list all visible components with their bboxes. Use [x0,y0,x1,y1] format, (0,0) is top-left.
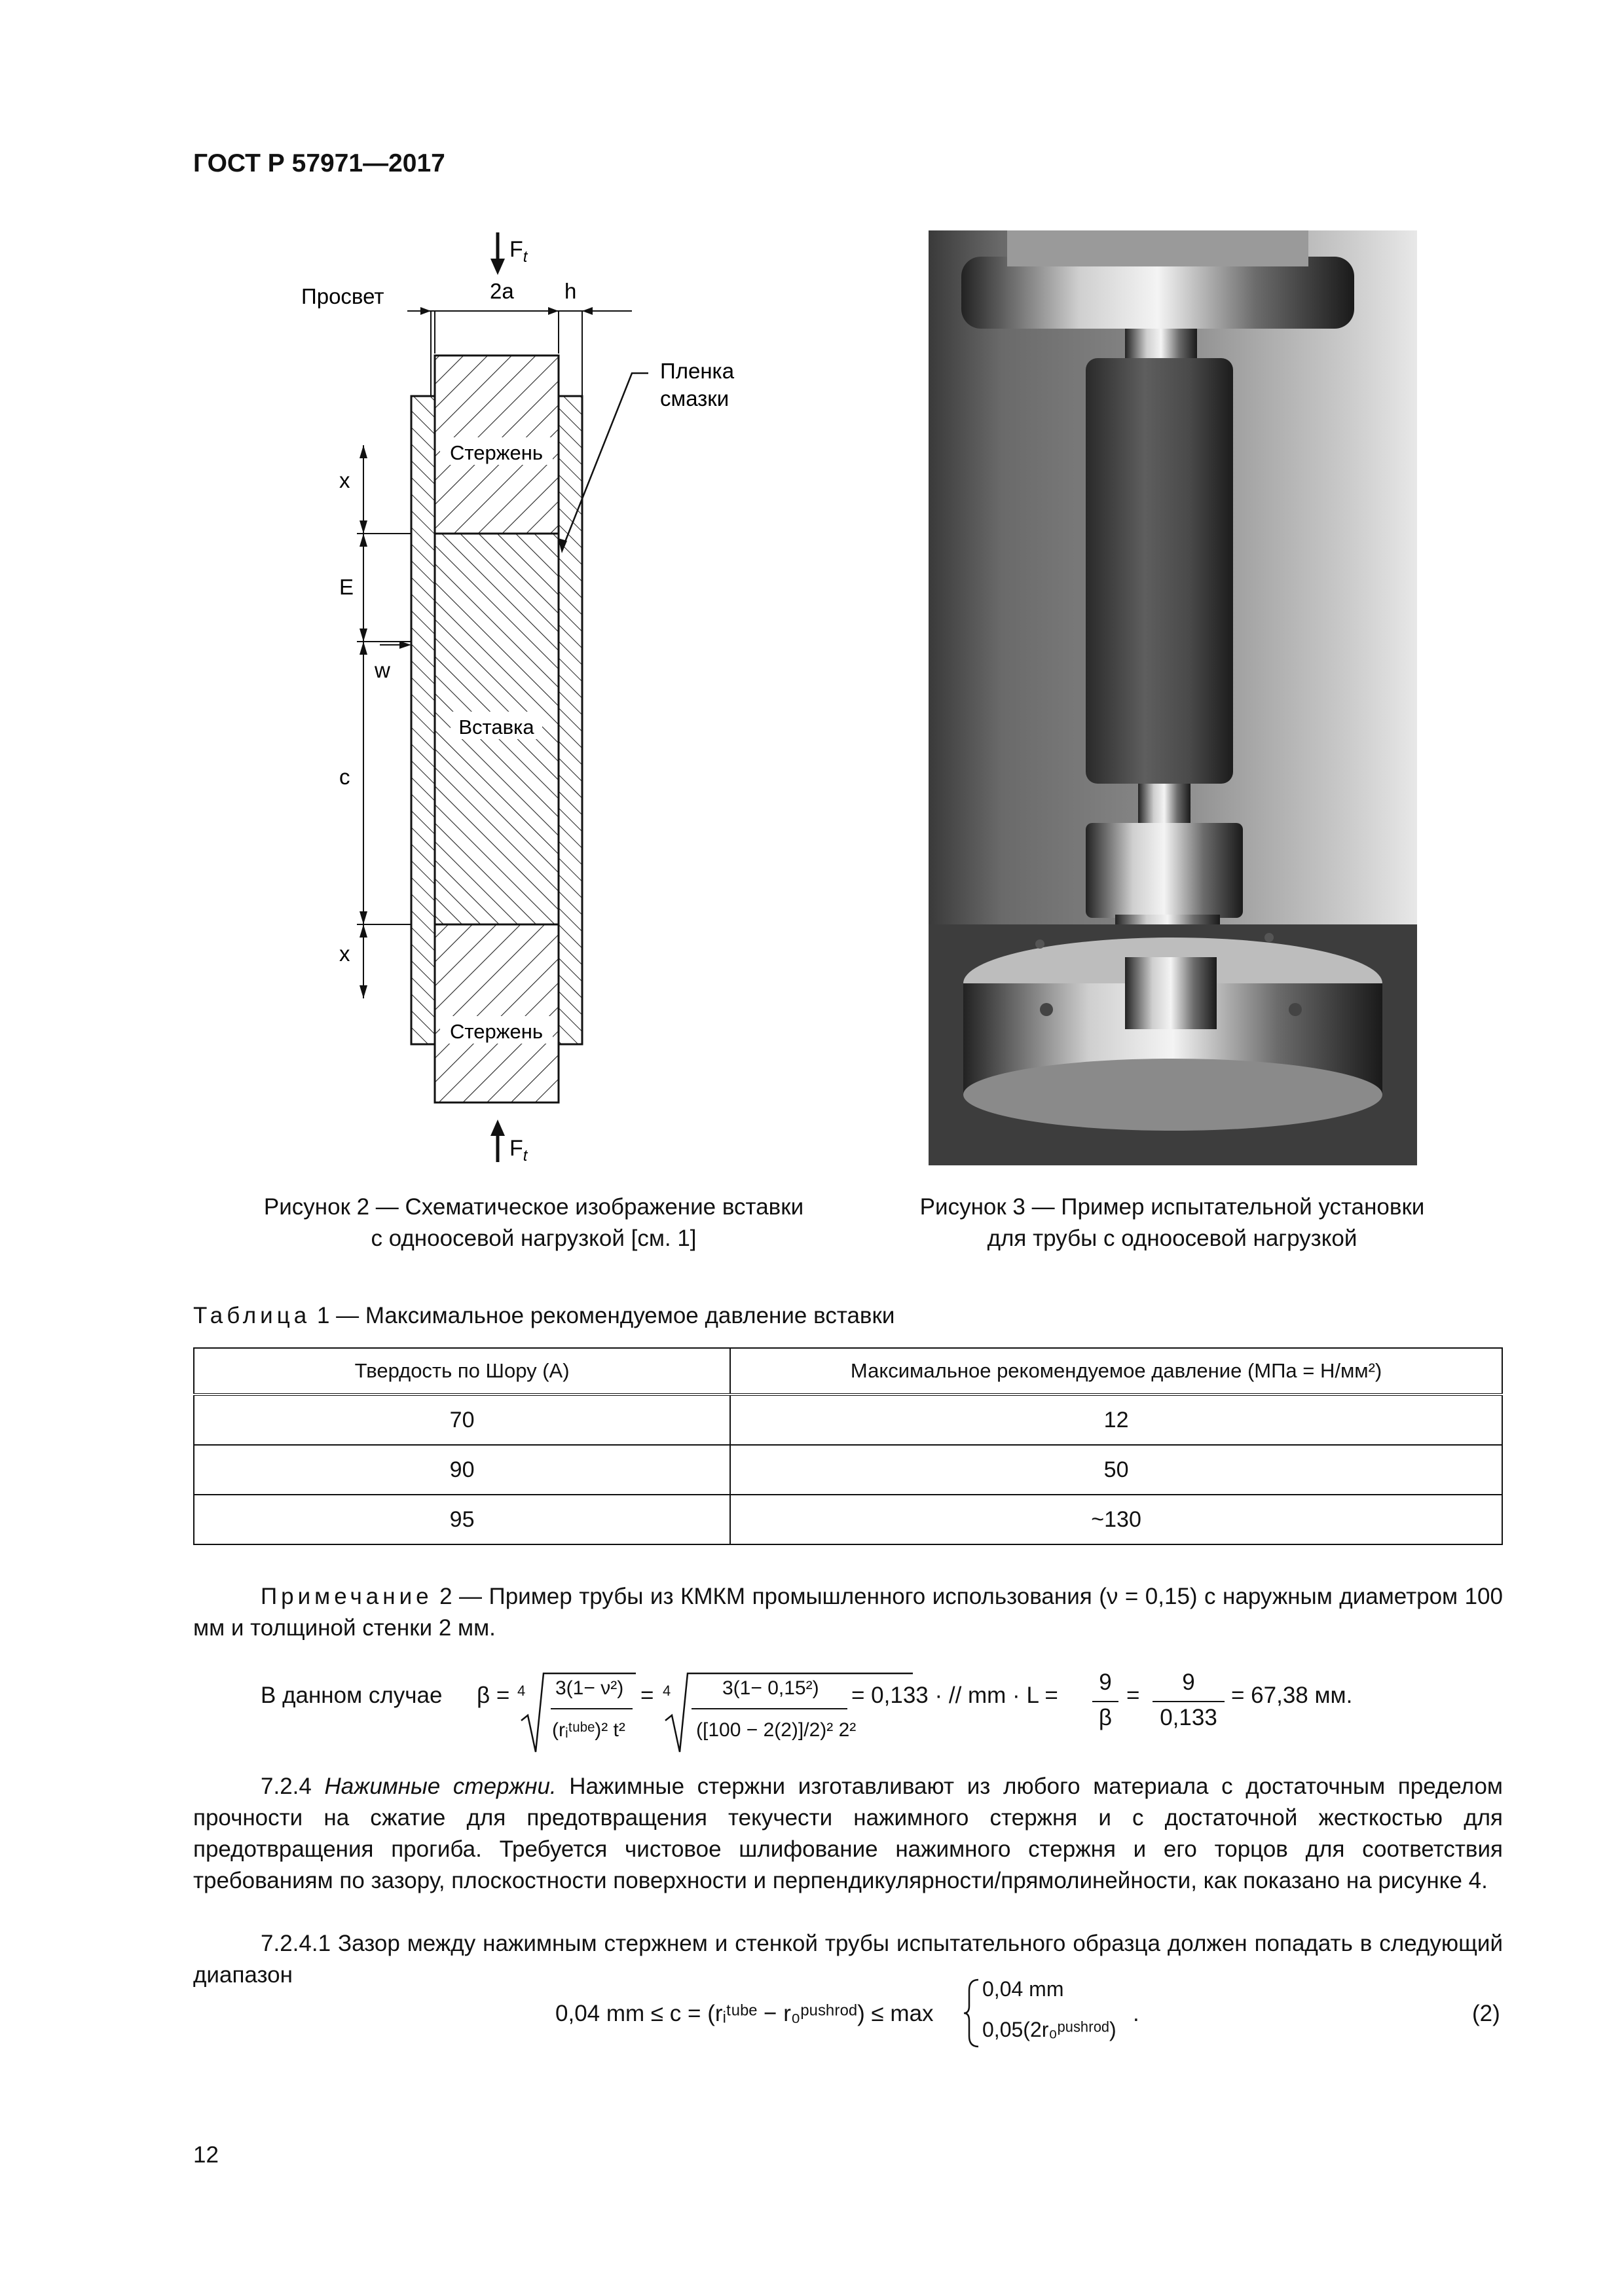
rod-top-label: Стержень [450,441,543,464]
rod-bottom [435,924,559,1102]
table-row [194,1394,1502,1445]
thickness-h-label: h [564,279,577,303]
table-header-row [194,1348,1502,1394]
figure-2-diagram [275,223,735,1172]
figure-3-caption: Рисунок 3 — Пример испытательной установки для трубы с одноосевой нагрузкой [919,1194,1425,1251]
width-2a-label: 2a [490,279,514,303]
table-1 [193,1347,1503,1545]
table-cell: ~130 [730,1495,1502,1544]
table-cell: 95 [194,1495,730,1544]
table-header-hardness: Твердость по Шору (A) [194,1348,730,1394]
film-label-line2: смазки [660,386,729,410]
gap-label: Просвет [301,284,384,308]
note-2: Примечание 2 — Пример трубы из КМКМ промышленного использования (ν = 0,15) с наружным диаметром 100 мм и толщиной стенки 2 мм. [193,1584,1503,1641]
table-row [194,1445,1502,1495]
tube-wall-left [411,396,435,1044]
force-arrow-top [490,259,505,275]
rod-bottom-label: Стержень [450,1020,543,1043]
table-cell: 70 [194,1394,730,1445]
equation-number: (2) [1472,2001,1500,2026]
table-cell: 50 [730,1445,1502,1495]
figure-2-caption: Рисунок 2 — Схематическое изображение вставки с одноосевой нагрузкой [см. 1] [263,1194,804,1251]
figure-3-photo [929,230,1417,1165]
page-number: 12 [193,2142,219,2168]
dim-x-bottom-label: x [339,941,350,966]
insert-label: Вставка [458,716,534,738]
brace-icon [963,1977,982,2049]
dim-w-label: w [375,658,390,682]
film-label-line1: Пленка [660,359,735,383]
table-1-title: Таблица 1 — Максимальное рекомендуемое давление вставки [193,1303,895,1328]
table-cell: 12 [730,1394,1502,1445]
force-arrow-bottom [490,1120,505,1136]
table-cell: 90 [194,1445,730,1495]
tube-wall-right [559,396,582,1044]
force-bottom-label: $F_t$ [509,1136,528,1165]
table-header-pressure: Максимальное рекомендуемое давление (МПа = Н/мм²) [730,1348,1502,1394]
photo-tube [1086,358,1233,784]
dim-x-top-label: x [339,468,350,492]
formula-beta: В данном случае β = 4 3(1− ν²) (rᵢᵗᵘᵇᵉ)² t² = 4 3(1− 0,15²) ([100 − 2(2)]/2)² 2² = 0,133 · // mm · L = 9 β = 9 0,133 = 67,38 мм. [261,1668,1374,1753]
table-row [194,1495,1502,1544]
section-7-2-4: 7.2.4 Нажимные стержни. Нажимные стержни изготавливают из любого материала с достаточным пределом прочности на сжатие для предотвращения текучести нажимного стержня и с достаточной жесткостью для предотвращения прогиба. Требуется чистовое шлифование нажимного стержня и его торцов для соответствия требованиям по зазору, плоскостности поверхности и перпендикулярности/прямолинейности, как показано на рисунке 4. [193,1774,1503,1893]
force-top-label: $F_t$ [509,237,528,266]
formula-intro: В данном случае [261,1683,443,1708]
dim-c-label: c [339,765,350,789]
document-title: ГОСТ Р 57971—2017 [193,149,445,177]
dim-e-label: E [339,575,354,599]
formula-clearance: 0,04 mm ≤ c = (rᵢᵗᵘᵇᵉ − r₀ᵖᵘˢʰʳᵒᵈ) ≤ max 0,04 mm 0,05(2r₀ᵖᵘˢʰʳᵒᵈ) . [555,1977,1145,2049]
section-7-2-4-1: 7.2.4.1 Зазор между нажимным стержнем и стенкой трубы испытательного образца должен попадать в следующий диапазон [193,1931,1503,1988]
